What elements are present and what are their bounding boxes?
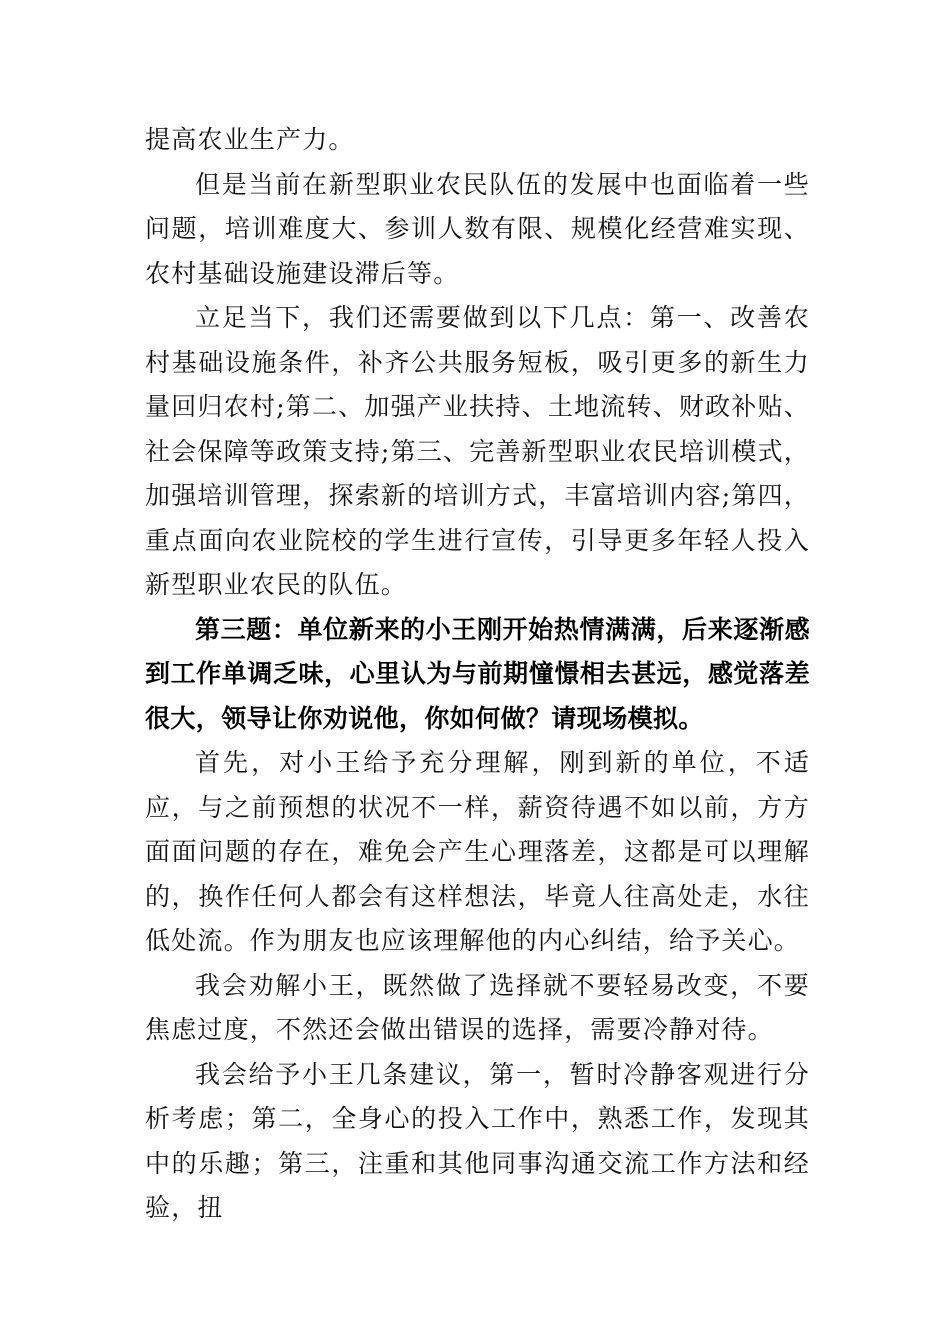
paragraph-measures: 立足当下，我们还需要做到以下几点：第一、改善农村基础设施条件，补齐公共服务短板，吸引更多的新生力量回归农村;第二、加强产业扶持、土地流转、财政补贴、社会保障等政策支持;第三、完善新型职业农民培训模式，加强培训管理，探索新的培训方式，丰富培训内容;第四，重点面向农业院校的学生进行宣传，引导更多年轻人投入新型职业农民的队伍。	[145, 303, 810, 599]
document-body	[145, 118, 810, 1231]
paragraph-problems: 但是当前在新型职业农民队伍的发展中也面临着一些问题，培训难度大、参训人数有限、规模化经营难实现、农村基础设施建设滞后等。	[145, 169, 810, 288]
paragraph-understanding: 首先，对小王给予充分理解，刚到新的单位，不适应，与之前预想的状况不一样，薪资待遇不如以前，方方面面问题的存在，难免会产生心理落差，这都是可以理解的，换作任何人都会有这样想法，毕竟人往高处走，水往低处流。作为朋友也应该理解他的内心纠结，给予关心。	[145, 748, 810, 955]
paragraph-suggestions: 我会给予小王几条建议，第一，暂时冷静客观进行分析考虑；第二，全身心的投入工作中，熟悉工作，发现其中的乐趣；第三，注重和其他同事沟通交流工作方法和经验，扭	[145, 1059, 810, 1222]
paragraph-persuasion: 我会劝解小王，既然做了选择就不要轻易改变，不要焦虑过度，不然还会做出错误的选择，需要冷静对待。	[145, 970, 810, 1044]
paragraph-continuation: 提高农业生产力。	[145, 125, 355, 154]
question-heading: 第三题：单位新来的小王刚开始热情满满，后来逐渐感到工作单调乏味，心里认为与前期憧憬相去甚远，感觉落差很大，领导让你劝说他，你如何做？请现场模拟。	[145, 614, 810, 733]
